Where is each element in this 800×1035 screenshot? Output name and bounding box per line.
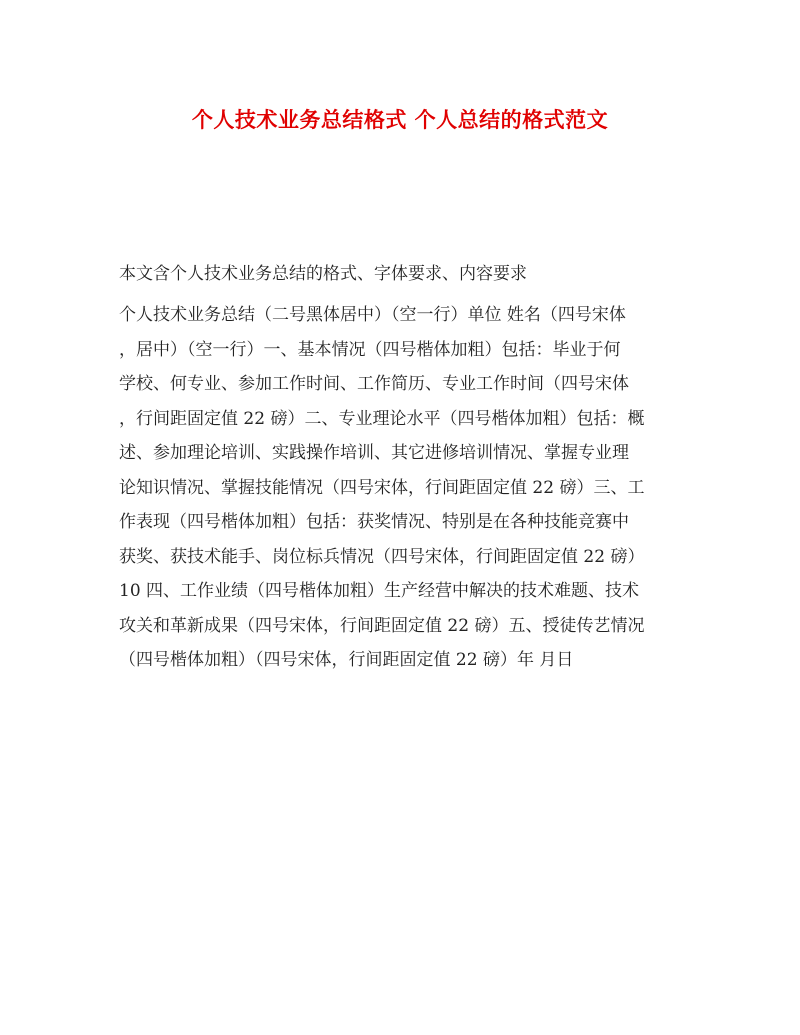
body-paragraph (119, 298, 687, 678)
body-line: 10 四、工作业绩（四号楷体加粗）生产经营中解决的技术难题、技术 (119, 581, 640, 601)
body-line: ，行间距固定值 22 磅）二、专业理论水平（四号楷体加粗）包括：概 (119, 408, 645, 429)
intro-paragraph: 本文含个人技术业务总结的格式、字体要求、内容要求 (119, 264, 527, 284)
body-line: （四号楷体加粗）（四号宋体，行间距固定值 22 磅）年 月日 (119, 650, 574, 670)
body-line: ，居中）（空一行）一、基本情况（四号楷体加粗）包括：毕业于何 (119, 339, 621, 360)
body-line: 获奖、获技术能手、岗位标兵情况（四号宋体，行间距固定值 22 磅） (119, 546, 645, 567)
document-title: 个人技术业务总结格式 个人总结的格式范文 (191, 107, 609, 132)
body-line: 学校、何专业、参加工作时间、工作简历、专业工作时间（四号宋体 (119, 374, 629, 394)
body-line: 作表现（四号楷体加粗）包括：获奖情况、特别是在各种技能竞赛中 (119, 512, 629, 532)
body-line: 述、参加理论培训、实践操作培训、其它进修培训情况、掌握专业理 (119, 443, 629, 463)
body-line: 攻关和革新成果（四号宋体，行间距固定值 22 磅）五、授徒传艺情况 (119, 615, 645, 636)
body-line: 个人技术业务总结（二号黑体居中）（空一行）单位 姓名（四号宋体 (119, 305, 626, 325)
body-line: 论知识情况、掌握技能情况（四号宋体，行间距固定值 22 磅）三、工 (119, 477, 645, 498)
